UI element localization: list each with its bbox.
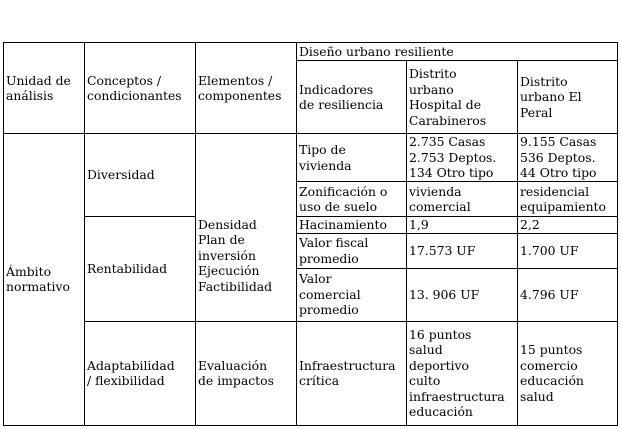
indicator-cell: Valor fiscal promedio [297, 233, 407, 268]
district-1-cell: vivienda comercial [407, 182, 518, 217]
unit-value: Ámbito normativo [4, 134, 85, 426]
district-2-cell: residencial equipamiento [518, 182, 618, 217]
district-2-cell: 15 puntos comercio educación salud [518, 321, 618, 425]
district-1-cell: 2.735 Casas 2.753 Deptos. 134 Otro tipo [407, 134, 518, 182]
indicator-cell: Hacinamiento [297, 217, 407, 234]
indicator-cell: Valor comercial promedio [297, 268, 407, 321]
element-impact: Evaluación de impactos [196, 321, 297, 425]
district-1-cell: 1,9 [407, 217, 518, 234]
district-2-cell: 2,2 [518, 217, 618, 234]
indicator-cell: Infraestructura crítica [297, 321, 407, 425]
header-district-1: Distrito urbano Hospital de Carabineros [407, 61, 518, 134]
district-1-cell: 13. 906 UF [407, 268, 518, 321]
district-2-cell: 1.700 UF [518, 233, 618, 268]
indicator-cell: Zonificación o uso de suelo [297, 182, 407, 217]
indicator-cell: Tipo de vivienda [297, 134, 407, 182]
header-indicators: Indicadores de resiliencia [297, 61, 407, 134]
concept-profitability: Rentabilidad [85, 217, 196, 322]
header-district-2: Distrito urbano El Peral [518, 61, 618, 134]
element-density-group: Densidad Plan de inversión Ejecución Factibilidad [196, 134, 297, 322]
header-concepts: Conceptos / condicionantes [85, 43, 196, 134]
header-unit: Unidad de análisis [4, 43, 85, 134]
district-2-cell: 4.796 UF [518, 268, 618, 321]
resilience-table [3, 42, 618, 426]
concept-diversity: Diversidad [85, 134, 196, 217]
district-1-cell: 16 puntos salud deportivo culto infraestructura educación [407, 321, 518, 425]
concept-adaptability: Adaptabilidad / flexibilidad [85, 321, 196, 425]
header-elements: Elementos / componentes [196, 43, 297, 134]
district-2-cell: 9.155 Casas 536 Deptos. 44 Otro tipo [518, 134, 618, 182]
district-1-cell: 17.573 UF [407, 233, 518, 268]
header-group: Diseño urbano resiliente [297, 43, 618, 61]
